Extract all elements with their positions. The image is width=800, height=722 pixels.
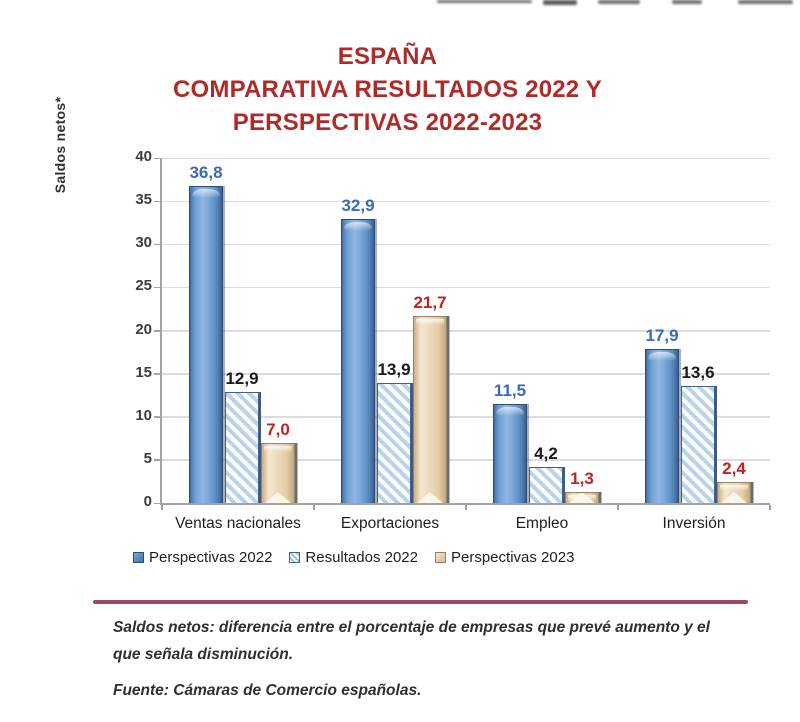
- y-tick-mark: [154, 201, 161, 203]
- x-tick-mark: [161, 505, 163, 510]
- bar-value-label: 2,4: [722, 459, 746, 479]
- y-tick-label: 20: [135, 320, 152, 338]
- y-tick-mark: [154, 416, 161, 418]
- chart-title: [0, 40, 775, 139]
- bar-value-label: 13,9: [377, 360, 411, 380]
- gridline: [162, 158, 770, 160]
- x-tick-mark: [465, 505, 467, 510]
- y-tick-label: 30: [135, 234, 152, 252]
- cropped-logo-fragment: [672, 0, 702, 4]
- footnote-source: Fuente: Cámaras de Comercio españolas.: [113, 682, 422, 699]
- legend-swatch-icon: [435, 552, 446, 563]
- cropped-logo-fragment: [738, 0, 793, 4]
- bar-tan: [261, 443, 295, 503]
- gridline: [162, 201, 770, 203]
- y-tick-mark: [154, 459, 161, 461]
- bar-value-label: 4,2: [534, 443, 558, 463]
- cropped-logo-fragment: [543, 0, 577, 5]
- y-tick-label: 35: [135, 191, 152, 209]
- footnote-definition: Saldos netos: diferencia entre el porcentaje de empresas que prevé aumento y el que señala disminución.: [113, 619, 710, 663]
- legend-label: Perspectivas 2022: [149, 549, 273, 566]
- chart-title-line-1: ESPAÑA: [337, 43, 438, 70]
- category-label: Empleo: [515, 515, 569, 532]
- bar-solid-blue: [341, 219, 375, 503]
- x-tick-mark: [617, 505, 619, 510]
- bar-solid-blue: [645, 349, 679, 503]
- footer-divider-line: [93, 600, 748, 604]
- cropped-logo-fragment: [437, 0, 532, 3]
- bar-value-label: 1,3: [570, 468, 594, 488]
- legend-swatch-icon: [133, 552, 144, 563]
- y-axis-title: Saldos netos*: [52, 96, 68, 194]
- x-tick-mark: [313, 505, 315, 510]
- bar-solid-blue: [189, 186, 223, 503]
- bar-hatched-blue: [225, 392, 259, 503]
- y-tick-mark: [154, 244, 161, 246]
- y-tick-mark: [154, 373, 161, 375]
- gridline: [162, 287, 770, 289]
- y-tick-label: 15: [135, 363, 152, 381]
- y-tick-label: 40: [135, 148, 152, 165]
- bar-value-label: 32,9: [341, 196, 375, 216]
- y-tick-mark: [154, 287, 161, 289]
- y-tick-label: 5: [143, 449, 152, 467]
- bar-value-label: 7,0: [266, 419, 290, 439]
- legend-item: [289, 549, 418, 566]
- y-tick-label: 10: [135, 406, 152, 424]
- y-tick-mark: [154, 158, 161, 160]
- gridline: [162, 244, 770, 246]
- legend-label: Resultados 2022: [305, 549, 418, 566]
- bar-value-label: 21,7: [413, 292, 447, 312]
- bar-value-label: 17,9: [645, 325, 679, 345]
- bar-tan: [413, 316, 447, 503]
- legend-swatch-icon: [289, 552, 300, 563]
- gridline: [162, 330, 770, 332]
- legend-label: Perspectivas 2023: [451, 549, 575, 566]
- legend: [133, 549, 574, 566]
- category-label: Ventas nacionales: [175, 515, 301, 532]
- bar-hatched-blue: [681, 386, 715, 503]
- plot-area: [135, 148, 770, 532]
- bar-solid-blue: [493, 404, 527, 503]
- bar-value-label: 36,8: [189, 162, 223, 182]
- cropped-logo-fragment: [598, 0, 640, 4]
- bar-tan: [565, 492, 599, 503]
- bar-value-label: 13,6: [681, 362, 715, 382]
- bar-tan: [717, 482, 751, 503]
- chart-title-line-3: PERSPECTIVAS 2022-2023: [232, 109, 543, 136]
- footnotes: [113, 614, 738, 704]
- y-tick-label: 0: [143, 493, 152, 510]
- legend-item: [435, 549, 574, 566]
- category-label: Inversión: [662, 515, 726, 532]
- chart-title-line-2: COMPARATIVA RESULTADOS 2022 Y: [173, 76, 602, 103]
- bar-hatched-blue: [377, 383, 411, 503]
- category-label: Exportaciones: [340, 515, 440, 532]
- y-tick-mark: [154, 330, 161, 332]
- y-tick-mark: [154, 503, 161, 505]
- bar-hatched-blue: [529, 467, 563, 503]
- bar-value-label: 12,9: [225, 368, 259, 388]
- y-tick-label: 25: [135, 277, 152, 295]
- x-tick-mark: [769, 505, 771, 510]
- bar-value-label: 11,5: [493, 380, 527, 400]
- legend-item: [133, 549, 272, 566]
